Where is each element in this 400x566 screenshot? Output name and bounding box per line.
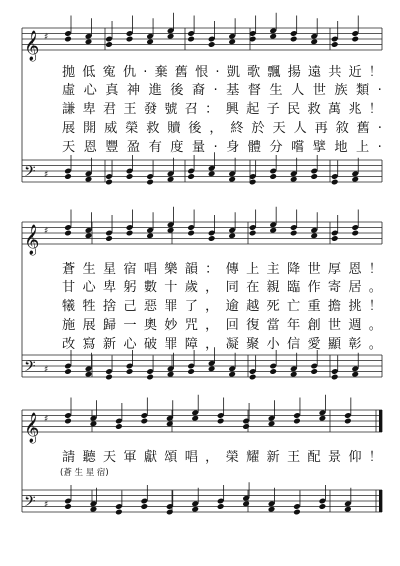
notehead [217,418,225,425]
notehead [351,36,359,43]
bass-clef-icon: 𝄢 [24,493,36,514]
key-signature-sharp: ♯ [44,226,49,237]
notehead [167,176,175,183]
notehead [228,371,236,378]
notehead [191,415,199,422]
notehead [187,230,195,237]
notehead [146,179,154,186]
notehead [85,176,93,183]
notehead [115,423,123,430]
notehead [146,232,154,239]
system-2-verse-3: 犧 牲 捨 己 惡 罪 了 ， 逾 越 死 亡 重 擔 挑 ！ [62,299,382,314]
treble-clef-icon: 𝄞 [24,31,40,61]
notehead [140,503,148,510]
notehead [310,368,318,375]
key-signature-sharp: ♯ [44,414,49,425]
notehead [268,506,276,513]
notehead [228,232,236,239]
system-2-verse-1: 蒼 生 星 宿 唱 樂 韻 ： 傳 上 主 降 世 厚 恩 ！ [62,262,382,277]
system-1-verse-3: 謙 卑 君 王 發 號 召 ： 興 起 子 民 救 萬 兆 ！ [62,102,382,117]
notehead [290,230,298,237]
notehead [85,371,93,378]
notehead [187,36,195,43]
system-1-verse-1: 拋 低 寃 仇 ‧ 棄 舊 恨 ‧ 凱 歌 飄 揚 遠 共 近 ！ [62,65,382,80]
notehead [331,235,339,242]
key-signature-sharp: ♯ [44,169,49,180]
notehead [228,176,236,183]
notehead [249,374,257,381]
notehead [290,371,298,378]
treble-clef-icon: 𝄞 [24,225,40,255]
notehead [85,38,93,45]
notehead [85,232,93,239]
notehead [64,418,72,425]
notehead [64,368,72,375]
final-barline [379,410,382,432]
system-2-verse-4: 施 展 歸 一 奧 妙 咒 ， 回 復 當 年 創 世 週 。 [62,318,382,333]
key-signature-sharp: ♯ [44,499,49,510]
treble-clef-icon: 𝄞 [24,413,40,443]
notehead [115,509,123,516]
system-2-verse-2: 甘 心 卑 躬 數 十 歲 ， 同 在 親 臨 作 寄 居 。 [62,280,382,295]
notehead [126,230,134,237]
notehead [290,176,298,183]
system-3-verse-1: 請 聽 天 軍 獻 頌 唱 ， 榮 耀 新 王 配 景 仰 ！ [62,450,382,465]
notehead [310,232,318,239]
notehead [208,41,216,48]
notehead [208,235,216,242]
notehead [310,173,318,180]
notehead [187,173,195,180]
notehead [293,418,301,425]
notehead [319,503,327,510]
notehead [269,227,277,234]
notehead [269,173,277,180]
notehead [146,38,154,45]
notehead [126,368,134,375]
notehead [242,423,250,430]
notehead [351,176,359,183]
notehead [249,230,257,237]
notehead [90,420,98,427]
system-1-verse-4: 展 開 威 榮 救 贖 後 ， 終 於 天 人 再 敘 舊 ‧ [62,121,382,136]
notehead [290,36,298,43]
notehead [126,173,134,180]
system-2-verse-5: 改 寫 新 心 破 罪 障 ， 凝 聚 小 信 愛 顯 彰 。 [62,337,382,352]
notehead [268,420,276,427]
system-3-note: (蒼 生 星 宿) [60,468,109,478]
notehead [126,36,134,43]
system-1-verse-5: 天 恩 豐 盈 有 度 量 ‧ 身 體 分 嚐 擘 地 上 ‧ [62,140,382,155]
system-1-verse-2: 虛 心 真 神 進 後 裔 ‧ 基 督 生 人 世 族 類 ‧ [62,83,382,98]
notehead [269,33,277,40]
notehead [64,230,72,237]
notehead [105,179,113,186]
notehead [331,179,339,186]
key-signature-sharp: ♯ [44,364,49,375]
notehead [146,374,154,381]
notehead [187,368,195,375]
notehead [319,415,327,422]
notehead [331,374,339,381]
notehead [344,418,352,425]
notehead [351,371,359,378]
notehead [331,41,339,48]
notehead [191,506,199,513]
bass-clef-icon: 𝄢 [24,163,36,184]
notehead [242,500,250,507]
notehead [166,509,174,516]
notehead [228,38,236,45]
notehead [167,371,175,378]
notehead [344,506,352,513]
key-signature-sharp: ♯ [44,32,49,43]
notehead [217,503,225,510]
notehead [64,503,72,510]
notehead [64,173,72,180]
notehead [269,368,277,375]
notehead [105,41,113,48]
notehead [167,227,175,234]
notehead [105,374,113,381]
notehead [293,509,301,516]
notehead [64,36,72,43]
notehead [167,33,175,40]
notehead [351,230,359,237]
notehead [310,38,318,45]
notehead [105,235,113,242]
final-barline [379,490,382,512]
notehead [166,420,174,427]
bass-clef-icon: 𝄢 [24,358,36,379]
notehead [90,506,98,513]
notehead [208,170,216,177]
notehead [208,365,216,372]
notehead [140,418,148,425]
